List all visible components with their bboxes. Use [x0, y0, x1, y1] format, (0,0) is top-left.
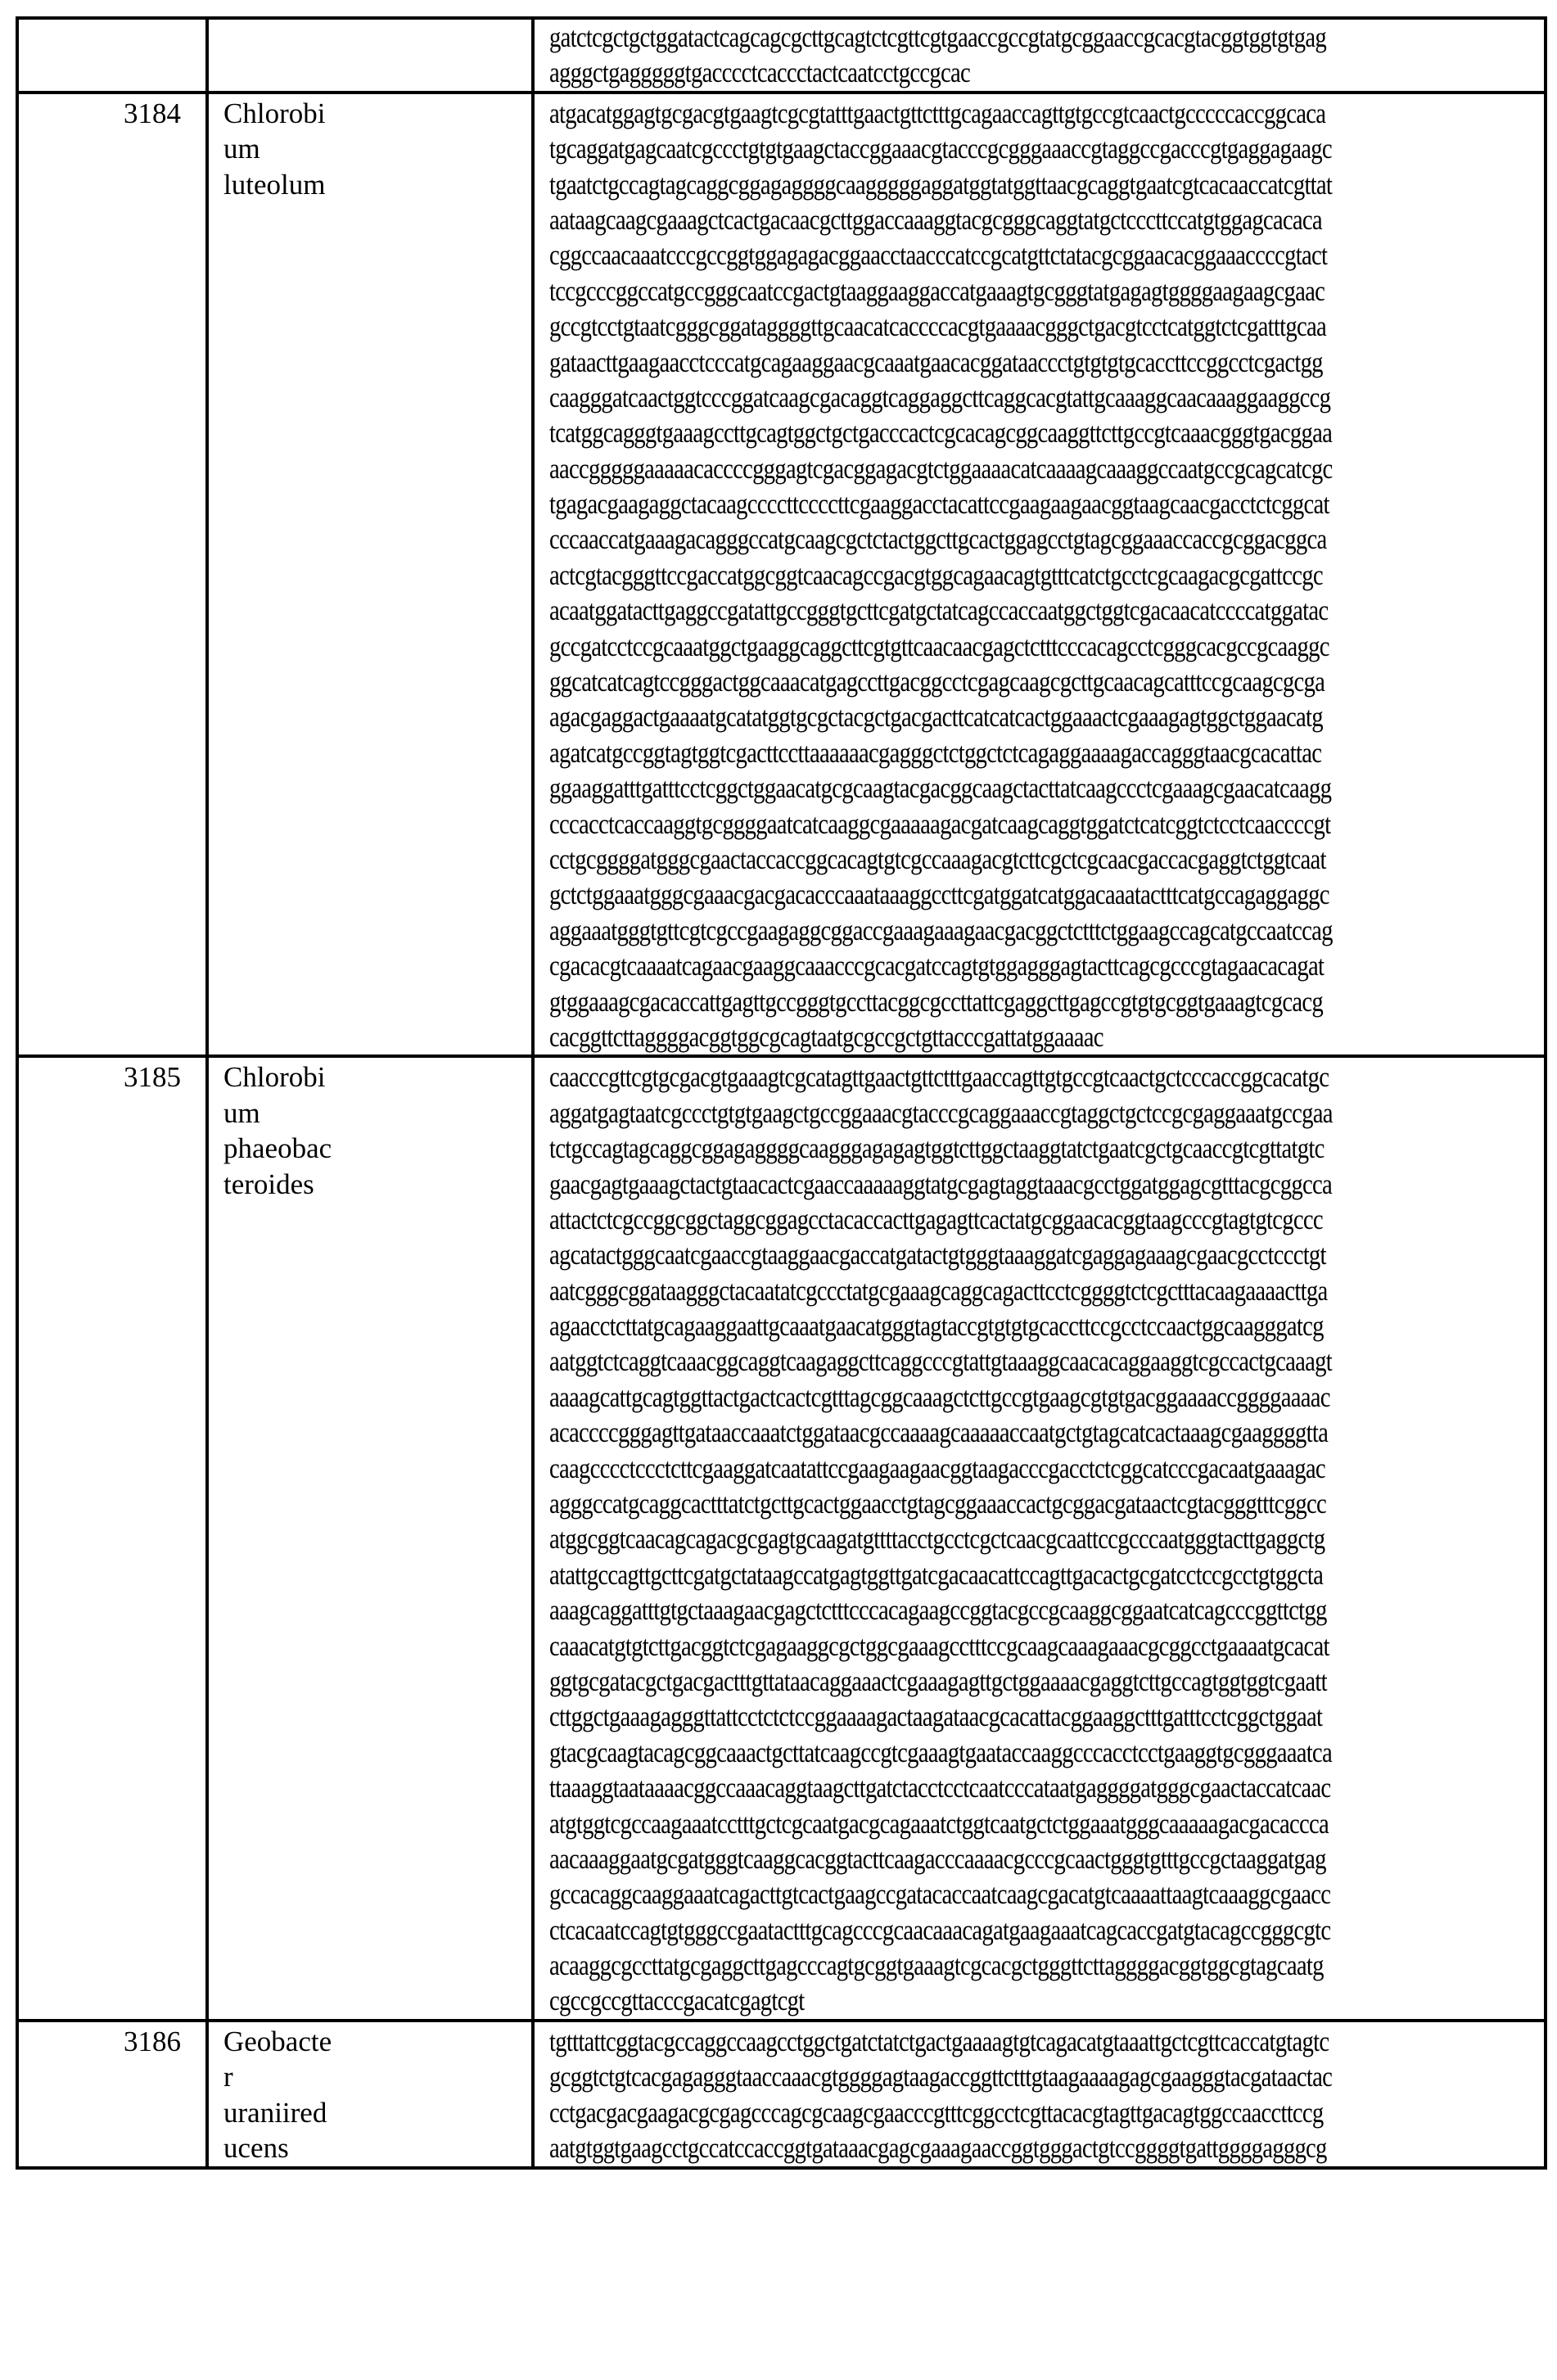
- sequence-line: tcatggcagggtgaaagccttgcagtggctgctgacccactcgcacagcggcaaggttcttgccgtcaaacgggtgacggaa: [549, 417, 1333, 449]
- sequence-line: acaatggatacttgaggccgatattgccgggtgcttcgatgctatcagccaccaatggctggtcgacaacatccccatggatac: [549, 594, 1329, 627]
- sequence-line: acaccccgggagttgataaccaaatctggataacgccaaaagcaaaaaccaatgctgtagcatcactaaagcgaaggggtta: [549, 1416, 1329, 1449]
- table-row: [17, 1056, 1546, 2021]
- sequence-line: agggccatgcaggcactttatctgcttgcactggaacctgtagcggaaaccactgcggacgataactcgtacgggtttcggcc: [549, 1488, 1326, 1520]
- sequence-line: caagcccctccctcttcgaaggatcaatattccgaagaagaacggtaagacccgacctctcggcatcccgacaatgaaagac: [549, 1452, 1325, 1484]
- sequence-table: [16, 16, 1547, 2170]
- sequence-cell: [533, 2021, 1546, 2168]
- sequence-line: aataagcaagcgaaagctcactgacaacgcttggaccaaaggtacgcgggcaggtatgctcccttccatgtggagcacaca: [549, 203, 1322, 236]
- sequence-line: ggtgcgatacgctgacgactttgttataacaggaaactcgaaagagttgctggaaaacgaggtcttgccagtggtggtcgaatt: [549, 1664, 1327, 1697]
- sequence-line: cggccaacaaatcccgccggtggagagacggaacctaacccatccgcatgttctatacgcggaacacggaaaccccgtact: [549, 239, 1328, 272]
- organism-name-line: um: [223, 133, 260, 165]
- sequence-line: gaacgagtgaaagctactgtaacactcgaaccaaaaaggtatgcgagtaggtaaacgcctggatggagcgtttacgcggcca: [549, 1167, 1333, 1200]
- sequence-line: tgtttattcggtacgccaggccaagcctggctgatctatctgactgaaaagtgtcagacatgtaaattgctcgttcaccatgtagtc: [549, 2025, 1329, 2057]
- sequence-line: aaccgggggaaaaacaccccgggagtcgacggagacgtctggaaaacatcaaaagcaaaggccaatgccgcagcatcgc: [549, 452, 1333, 485]
- sequence-line: actcgtacgggttccgaccatggcggtcaacagccgacgtggcagaacagtgtttcatctgcctcgcaagacgcgattccgc: [549, 558, 1323, 591]
- sequence-line: aaaagcattgcagtggttactgactcactcgtttagcggcaaagctcttgccgtgaagcgtgtgacggaaaaccggggaaaac: [549, 1380, 1330, 1413]
- sequence-line: atgtggtcgccaagaaatcctttgctcgcaatgacgcagaaatctggtcaatgctctggaaatgggcaaaaagacgacaccca: [549, 1807, 1329, 1840]
- sequence-line: ggaaggatttgatttcctcggctggaacatgcgcaagtacgacggcaagctacttatcaagccctcgaaagcgaacatcaagg: [549, 772, 1332, 805]
- sequence-table-body: [17, 18, 1546, 2168]
- sequence-line: agcatactgggcaatcgaaccgtaaggaacgaccatgatactgtgggtaaaggatcgaggagaaagcgaacgcctccctgt: [549, 1239, 1326, 1271]
- sequence-line: caaacatgtgtcttgacggtctcgagaaggcgctggcgaaagcctttccgcaagcaaagaaacgcggcctgaaaatgcacat: [549, 1629, 1329, 1662]
- organism-name-line: Chlorobi: [223, 97, 326, 129]
- sequence-line: tctgccagtagcaggcggagaggggcaagggagagagtggtcttggctaaggtatctgaatcgctgcaaccgtcgttatgtc: [549, 1132, 1325, 1165]
- sequence-line: agatcatgccggtagtggtcgacttccttaaaaaacgagggctctggctctcagaggaaaagaccagggtaacgcacattac: [549, 736, 1322, 769]
- sequence-line: tgaatctgccagtagcaggcggagaggggcaagggggaggatggtatggttaacgcaggtgaatcgtcacaaccatcgttat: [549, 168, 1333, 201]
- sequence-cell: [533, 93, 1546, 1057]
- sequence-line: cacggttcttaggggacggtggcgcagtaatgcgccgctgttacccgattatggaaaac: [549, 1020, 1103, 1053]
- organism-name-line: phaeobac: [223, 1132, 332, 1165]
- seq-id-cell: [17, 93, 207, 1057]
- seq-id-cell: [17, 18, 207, 93]
- sequence-line: aatgtggtgaagcctgccatccaccggtgataaacgagcgaaagaaccggtgggactgtccggggtgattggggagggcg: [549, 2132, 1327, 2165]
- organism-name-line: Geobacte: [223, 2025, 332, 2057]
- organism-name-line: um: [223, 1096, 260, 1129]
- sequence-line: atattgccagttgcttcgatgctataagccatgagtggttgatcgacaacattccagttgacactgcgatcctccgcctgtggcta: [549, 1558, 1324, 1591]
- sequence-line: gtacgcaagtacagcggcaaactgcttatcaagccgtcgaaagtgaataccaaggcccacctcctgaaggtgcgggaaatca: [549, 1736, 1332, 1768]
- sequence-line: aatggtctcaggtcaaacggcaggtcaagaggcttcaggcccgtattgtaaaggcaacacaggaaggtcgccactgcaaagt: [549, 1345, 1333, 1378]
- organism-cell: [207, 2021, 533, 2168]
- sequence-cell: [533, 18, 1546, 93]
- sequence-cell: [533, 1056, 1546, 2021]
- seq-id-cell: [17, 2021, 207, 2168]
- sequence-line: ggcatcatcagtccgggactggcaaacatgagccttgacggcctcgagcaagcgcttgcaacagcatttccgcaagcgcga: [549, 666, 1325, 698]
- sequence-line: gatctcgctgctggatactcagcagcgcttgcagtctcgttcgtgaaccgccgtatgcggaaccgcacgtacggtggtgtgag: [549, 21, 1327, 53]
- organism-name-line: ucens: [223, 2132, 289, 2165]
- sequence-line: aggatgagtaatcgccctgtgtgaagctgccggaaacgtacccgcaggaaaccgtaggctgctccgcgaggaaatgccgaa: [549, 1096, 1333, 1129]
- sequence-line: cccaaccatgaaagacagggccatgcaagcgctctactggcttgcactggagcctgtagcggaaaccaccgcggacggca: [549, 523, 1327, 556]
- table-row: [17, 93, 1546, 1057]
- sequence-line: aggaaatgggtgttcgtcgccgaagaggcggaccgaaagaaagaacgacggctctttctggaagccagcatgccaatccag: [549, 914, 1333, 946]
- sequence-line: aatcgggcggataagggctacaatatcgccctatgcgaaagcaggcagacttcctcggggtctcgctttacaagaaaacttga: [549, 1274, 1328, 1307]
- organism-name-line: r: [223, 2061, 233, 2093]
- organism-cell: [207, 1056, 533, 2021]
- sequence-line: cctgacgacgaagacgcgagcccagcgcaagcgaacccgtttcggcctcgttacacgtagttgacagtggccaaccttccg: [549, 2096, 1324, 2129]
- seq-id: 3186: [124, 2025, 181, 2057]
- organism-cell: [207, 93, 533, 1057]
- sequence-line: gataacttgaagaacctcccatgcagaaggaacgcaaatgaacacggataaccctgtgtgtgcaccttccggcctcgactgg: [549, 345, 1323, 378]
- sequence-line: gcggtctgtcacgagagggtaaccaaacgtggggagtaagaccggttctttgtaagaaaagagcgaagggtacgataactac: [549, 2061, 1333, 2093]
- sequence-line: tccgcccggccatgccgggcaatccgactgtaaggaaggaccatgaaagtgcgggtatgagagtggggaagaagcgaac: [549, 274, 1325, 307]
- sequence-line: aacaaaggaatgcgatgggtcaaggcacggtacttcaagacccaaaacgcccgcaactgggtgtttgccgctaaggatgag: [549, 1842, 1326, 1875]
- sequence-line: attactctcgccggcggctaggcggagcctacaccacttgagagttcactatgcggaacacggtaagcccgtagtgtcgccc: [549, 1203, 1323, 1235]
- sequence-line: cccacctcaccaaggtgcggggaatcatcaaggcgaaaaagacgatcaagcaggtggatctcatcggtctcctcaaccccgt: [549, 807, 1331, 840]
- sequence-line: aaagcaggatttgtgctaaagaacgagctctttcccacagaagccggtacgccgcaaggcggaatcatcagcccggttctgg: [549, 1594, 1327, 1627]
- sequence-line: gctctggaaatgggcgaaacgacgacacccaaataaaggccttcgatggatcatggacaaatactttcatgccagaggaggc: [549, 878, 1329, 911]
- sequence-line: cgacacgtcaaaatcagaacgaaggcaaacccgcacgatccagtgtggagggagtacttcagcgcccgtagaacacagat: [549, 950, 1325, 982]
- sequence-line: gccgtcctgtaatcgggcggataggggttgcaacatcaccccacgtgaaaacgggctgacgtcctcatggtctcgatttgcaa: [549, 310, 1326, 343]
- organism-name-line: Chlorobi: [223, 1061, 326, 1094]
- table-row-continuation: [17, 18, 1546, 93]
- sequence-line: agacgaggactgaaaatgcatatggtgcgctacgctgacgacttcatcatcactggaaactcgaaagagtggctggaacatg: [549, 701, 1323, 734]
- sequence-line: tgcaggatgagcaatcgccctgtgtgaagctaccggaaacgtacccgcgggaaaccgtaggccgacccgtgaggagaagc: [549, 133, 1332, 165]
- sequence-line: acaaggcgccttatgcgaggcttgagcccagtgcggtgaaagtcgcacgctgggttcttaggggacggtggcgtagcaatg: [549, 1949, 1324, 1982]
- table-row: [17, 2021, 1546, 2168]
- sequence-line: atggcggtcaacagcagacgcgagtgcaagatgttttacctgcctcgctcaacgcaattccgcccaatgggtacttgaggctg: [549, 1523, 1325, 1556]
- sequence-line: cctgcggggatgggcgaactaccaccggcacagtgtcgccaaagacgtcttcgctcgcaacgaccacgaggtctggtcaat: [549, 842, 1326, 875]
- sequence-line: cgccgccgttacccgacatcgagtcgt: [549, 1985, 805, 2017]
- organism-name-line: luteolum: [223, 168, 326, 201]
- sequence-line: gccacaggcaaggaaatcagacttgtcactgaagccgatacaccaatcaagcgacatgtcaaaattaagtcaaaggcgaacc: [549, 1878, 1331, 1911]
- organism-cell: [207, 18, 533, 93]
- sequence-line: gtggaaagcgacaccattgagttgccgggtgccttacggcgccttattcgaggcttgagccgtgtgcggtgaaagtcgcacg: [549, 985, 1324, 1018]
- sequence-line: caagggatcaactggtcccggatcaagcgacaggtcaggaggcttcaggcacgtattgcaaaggcaacaaaggaaggccg: [549, 381, 1331, 413]
- organism-name-line: uraniired: [223, 2096, 327, 2129]
- seq-id-cell: [17, 1056, 207, 2021]
- sequence-line: gccgatcctccgcaaatggctgaaggcaggcttcgtgttcaacaacgagctctttcccacagcctcgggcacgccgcaaggc: [549, 630, 1329, 662]
- seq-id: 3185: [124, 1061, 181, 1094]
- sequence-line: ttaaaggtaataaaacggccaaacaggtaagcttgatctacctcctcaatcccataatgaggggatgggcgaactaccatcaac: [549, 1772, 1331, 1804]
- organism-name-line: teroides: [223, 1167, 314, 1200]
- sequence-line: tgagacgaagaggctacaagccccttccccttcgaaggacctacattccgaagaagaacggtaagcaacgacctctcggcat: [549, 488, 1329, 521]
- sequence-line: cttggctgaaagagggttattcctctctccggaaaagactaagataacgcacattacggaaggctttgatttcctcggctggaat: [549, 1700, 1323, 1733]
- sequence-line: ctcacaatccagtgtgggccgaatactttgcagcccgcaacaaacagatgaagaaatcagcaccgatgtacagccgggcgtc: [549, 1913, 1331, 1946]
- sequence-line: agggctgagggggtgacccctcaccctactcaatcctgccgcac: [549, 56, 971, 89]
- sequence-line: agaacctcttatgcagaaggaattgcaaatgaacatgggtagtaccgtgtgtgcaccttccgcctccaactggcaagggatcg: [549, 1310, 1324, 1343]
- seq-id: 3184: [124, 97, 181, 129]
- sequence-line: caacccgttcgtgcgacgtgaaagtcgcatagttgaactgttctttgaaccagttgtgccgtcaactgctcccaccggcacatgc: [549, 1061, 1329, 1094]
- sequence-line: atgacatggagtgcgacgtgaagtcgcgtatttgaactgttctttgcagaaccagttgtgccgtcaactgcccccaccggcaca: [549, 97, 1326, 129]
